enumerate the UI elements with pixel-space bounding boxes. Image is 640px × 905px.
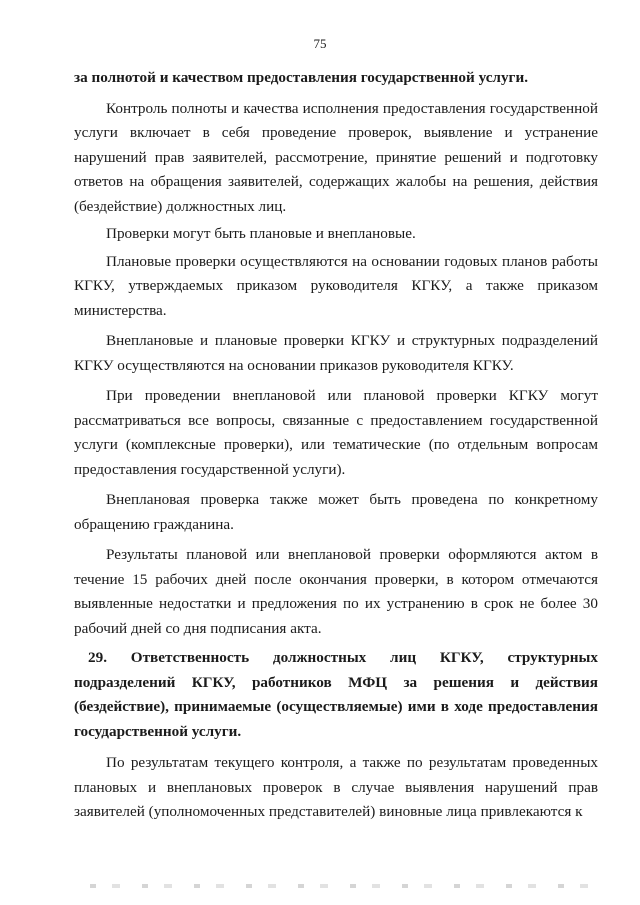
paragraph-inspection-questions: При проведении внеплановой или плановой проверки КГКУ могут рассматриваться все вопросы, связанные с предоставлением государственной услуги (комплексные проверки), или тематические (по отдельным вопросам предоставления государственной услуги).: [74, 387, 598, 478]
paragraph-planned-inspections: Плановые проверки осуществляются на основании годовых планов работы КГКУ, утверждаемых приказом руководителя КГКУ, а также приказом министерства.: [74, 252, 598, 319]
paragraph-unscheduled-inspection: Внеплановая проверка также может быть проведена по конкретному обращению гражданина.: [74, 491, 598, 533]
paragraph-continued-heading: за полнотой и качеством предоставления государственной услуги.: [74, 69, 528, 86]
paragraph-inspection-types: Проверки могут быть плановые и внеплановые.: [106, 225, 416, 242]
section-number: 29.: [88, 649, 107, 666]
paragraph-inspection-results: Результаты плановой или внеплановой проверки оформляются актом в течение 15 рабочих дней после окончания проверки, в котором отмечаются выявленные недостатки и предложения по их устранению в срок не более 30 рабочий дней со дня подписания акта.: [74, 546, 598, 637]
page-number: 75: [313, 36, 327, 51]
section-title: Ответственность должностных лиц КГКУ, структурных подразделений КГКУ, работников МФЦ за решения и действия (бездействие), принимаемые (осуществляемые) ими в ходе предоставления государственной услуги.: [74, 649, 598, 740]
section-heading-29: [74, 646, 598, 744]
document-body: [74, 66, 598, 825]
scan-artifact-line: [90, 884, 590, 888]
paragraph-control-scope: Контроль полноты и качества исполнения предоставления государственной услуги включает в себя проведение проверок, выявление и устранение нарушений прав заявителей, рассмотрение, принятие решений и подготовку ответов на обращения заявителей, содержащих жалобы на решения, действия (бездействие) должностных лиц.: [74, 99, 598, 215]
paragraph-inspection-basis: Внеплановые и плановые проверки КГКУ и структурных подразделений КГКУ осуществляются на основании приказов руководителя КГКУ.: [74, 332, 598, 374]
paragraph-liability: По результатам текущего контроля, а также по результатам проведенных плановых и внеплановых проверок в случае выявления нарушений прав заявителей (уполномоченных представителей) виновные лица привлекаются к: [74, 754, 598, 820]
